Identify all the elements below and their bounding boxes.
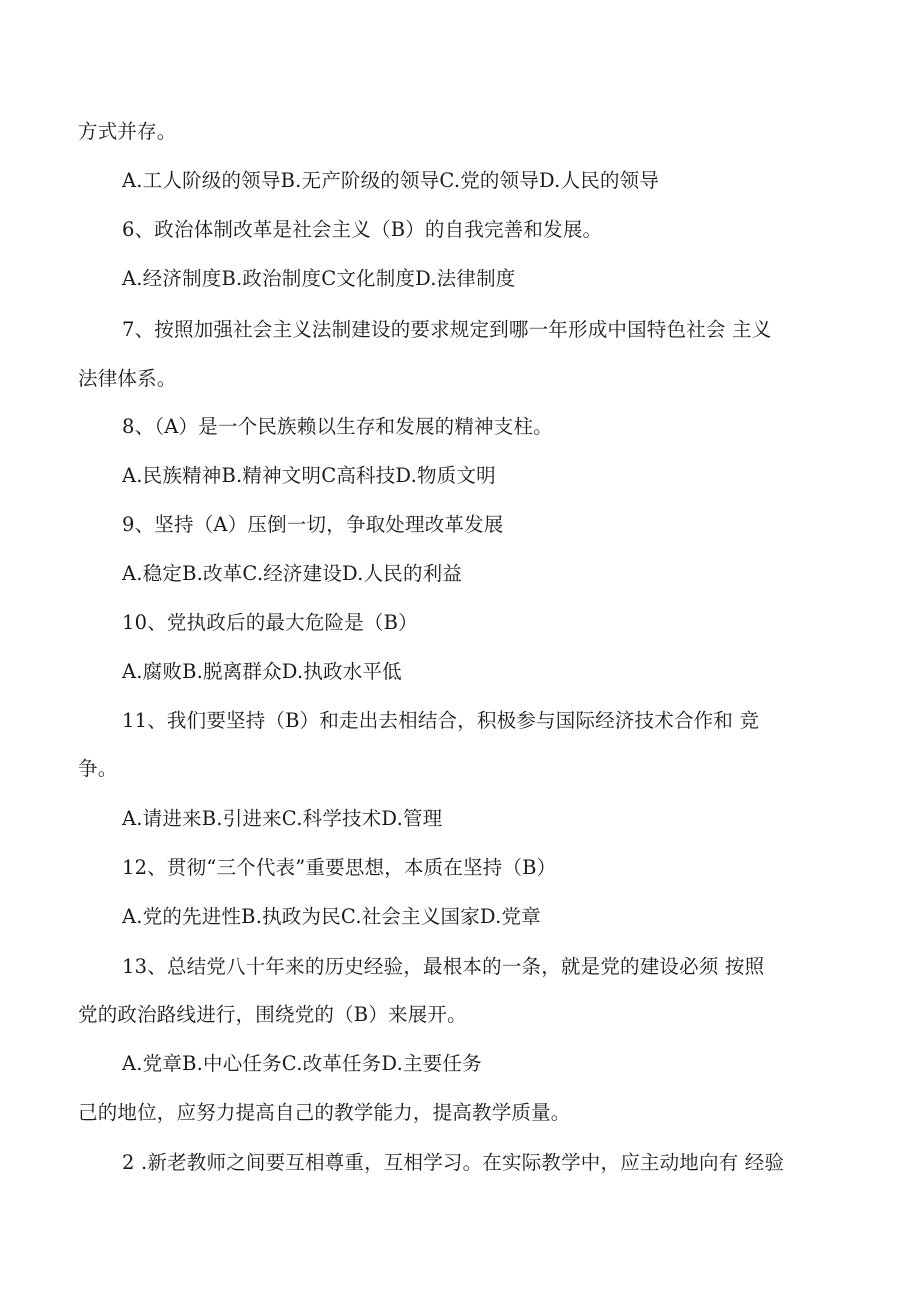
- text-line: 党的政治路线进行，围绕党的（B）来展开。: [78, 1003, 467, 1026]
- text-line: 8、（A）是一个民族赖以生存和发展的精神支柱。: [122, 415, 553, 438]
- text-line: A.工人阶级的领导B.无产阶级的领导C.党的领导D.人民的领导: [122, 169, 660, 192]
- text-line: 13、总结党八十年来的历史经验，最根本的一条，就是党的建设必须 按照: [122, 955, 765, 978]
- text-line: 7、按照加强社会主义法制建设的要求规定到哪一年形成中国特色社会 主义: [122, 318, 772, 341]
- text-line: 10、党执政后的最大危险是（B）: [122, 611, 418, 634]
- text-line: 2 .新老教师之间要互相尊重，互相学习。在实际教学中，应主动地向有 经验: [122, 1151, 785, 1174]
- text-line: A.民族精神B.精神文明C高科技D.物质文明: [122, 464, 496, 487]
- text-line: 争。: [78, 757, 118, 780]
- text-line: A.党章B.中心任务C.改革任务D.主要任务: [122, 1052, 482, 1075]
- text-line: 己的地位，应努力提高自己的教学能力，提高教学质量。: [78, 1101, 571, 1124]
- text-line: 9、坚持（A）压倒一切，争取处理改革发展: [122, 513, 504, 536]
- text-line: A.腐败B.脱离群众D.执政水平低: [122, 660, 402, 683]
- text-line: 方式并存。: [78, 120, 177, 143]
- text-line: 12、贯彻“三个代表”重要思想，本质在坚持（B）: [122, 856, 557, 879]
- text-line: A.稳定B.改革C.经济建设D.人民的利益: [122, 562, 463, 585]
- text-line: A.请进来B.引进来C.科学技术D.管理: [122, 807, 443, 830]
- text-line: 6、政治体制改革是社会主义（B）的自我完善和发展。: [122, 218, 603, 241]
- text-line: A.党的先进性B.执政为民C.社会主义国家D.党章: [122, 905, 541, 928]
- text-line: A.经济制度B.政治制度C文化制度D.法律制度: [122, 267, 516, 290]
- text-line: 法律体系。: [78, 367, 177, 390]
- text-line: 11、我们要坚持（B）和走出去相结合，积极参与国际经济技术合作和 竞: [122, 709, 760, 732]
